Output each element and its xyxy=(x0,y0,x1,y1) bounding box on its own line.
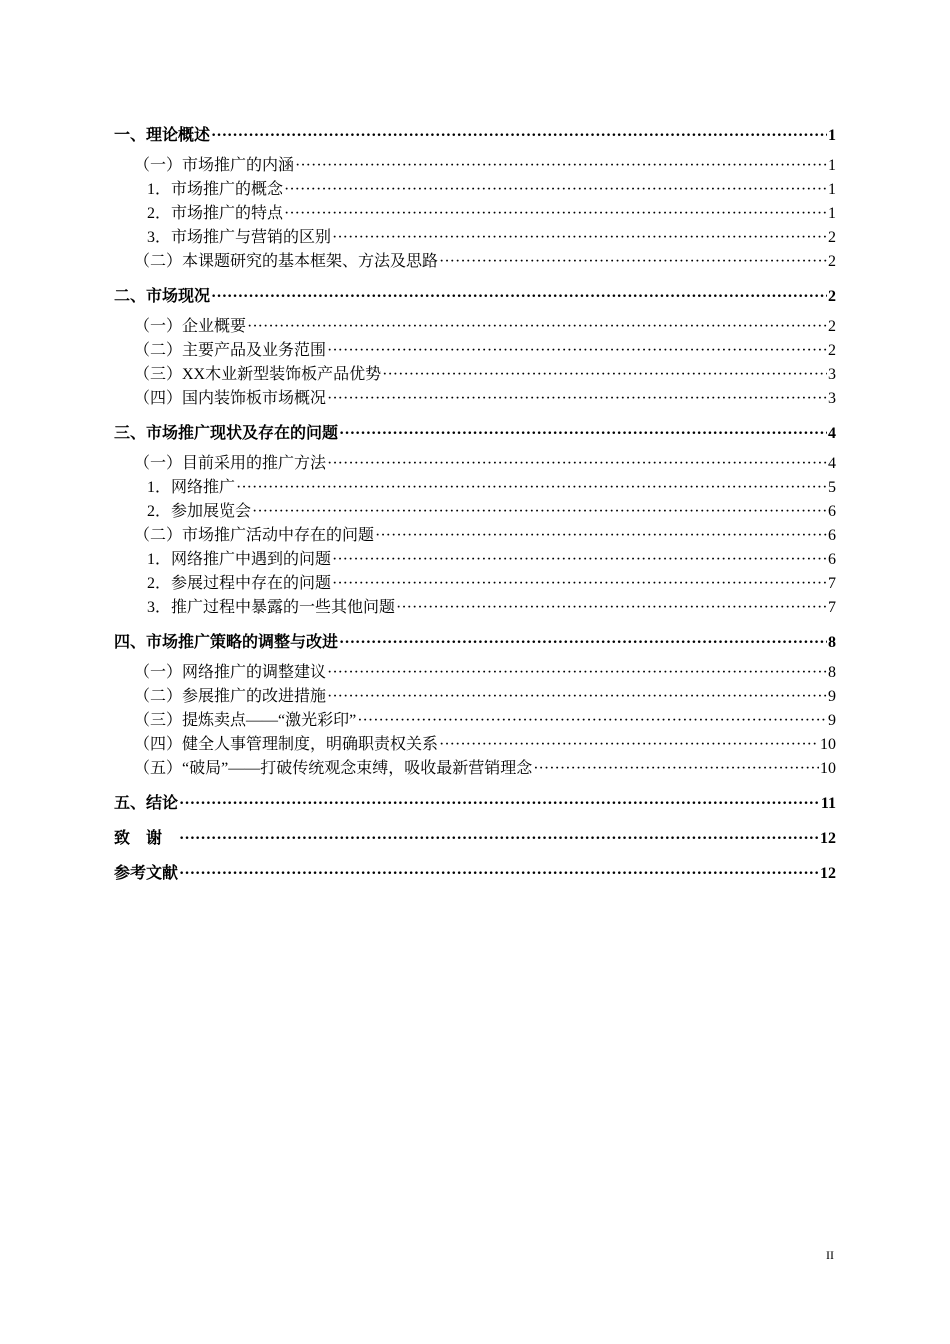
toc-entry-label: 2．参展过程中存在的问题 xyxy=(147,575,332,592)
toc-entry[interactable] xyxy=(114,315,836,339)
toc-entry-page: 4 xyxy=(828,425,836,442)
toc-entry[interactable] xyxy=(114,452,836,476)
toc-entry[interactable] xyxy=(114,178,836,202)
toc-entry-label: 五、结论 xyxy=(114,795,179,812)
toc-leader-dots xyxy=(247,315,827,339)
toc-entry-label: （三）XX木业新型装饰板产品优势 xyxy=(134,366,382,383)
toc-entry-label: 3．推广过程中暴露的一些其他问题 xyxy=(147,599,396,616)
toc-entry[interactable] xyxy=(114,548,836,572)
toc-leader-dots xyxy=(332,572,827,596)
toc-entry-label: （二）市场推广活动中存在的问题 xyxy=(134,527,375,544)
toc-leader-dots xyxy=(284,202,827,226)
toc-entry[interactable] xyxy=(114,387,836,411)
toc-entry-page: 10 xyxy=(820,736,836,753)
table-of-contents xyxy=(114,124,836,886)
toc-entry[interactable] xyxy=(114,285,836,309)
toc-leader-dots xyxy=(327,452,827,476)
toc-entry[interactable] xyxy=(114,862,836,886)
toc-entry[interactable] xyxy=(114,124,836,148)
toc-entry[interactable] xyxy=(114,476,836,500)
page-number: II xyxy=(826,1248,834,1262)
toc-entry-page: 1 xyxy=(828,181,836,198)
toc-leader-dots xyxy=(332,226,827,250)
toc-entry[interactable] xyxy=(114,709,836,733)
toc-entry-label: 参考文献 xyxy=(114,865,179,882)
toc-entry[interactable] xyxy=(114,572,836,596)
toc-leader-dots xyxy=(211,124,827,148)
toc-entry[interactable] xyxy=(114,202,836,226)
toc-entry-page: 9 xyxy=(828,712,836,729)
toc-entry[interactable] xyxy=(114,363,836,387)
toc-entry-page: 1 xyxy=(828,127,836,144)
toc-entry-page: 7 xyxy=(828,599,836,616)
toc-entry[interactable] xyxy=(114,524,836,548)
toc-entry-label: 1．网络推广 xyxy=(147,479,236,496)
toc-leader-dots xyxy=(179,827,819,851)
toc-entry-label: 1．网络推广中遇到的问题 xyxy=(147,551,332,568)
toc-entry-label: 三、市场推广现状及存在的问题 xyxy=(114,425,339,442)
toc-leader-dots xyxy=(179,792,820,816)
toc-entry-page: 3 xyxy=(828,366,836,383)
toc-entry-page: 1 xyxy=(828,157,836,174)
toc-leader-dots xyxy=(236,476,827,500)
toc-entry[interactable] xyxy=(114,250,836,274)
toc-entry-label: （一）目前采用的推广方法 xyxy=(134,455,327,472)
toc-entry-label: 四、市场推广策略的调整与改进 xyxy=(114,634,339,651)
toc-entry-page: 2 xyxy=(828,253,836,270)
toc-entry[interactable] xyxy=(114,792,836,816)
toc-entry-page: 6 xyxy=(828,503,836,520)
toc-leader-dots xyxy=(252,500,827,524)
toc-leader-dots xyxy=(211,285,827,309)
toc-entry-label: （二）参展推广的改进措施 xyxy=(134,688,327,705)
toc-entry-page: 6 xyxy=(828,527,836,544)
toc-entry[interactable] xyxy=(114,422,836,446)
toc-entry-label: （二）本课题研究的基本框架、方法及思路 xyxy=(134,253,439,270)
toc-entry-label: 致谢 xyxy=(114,830,179,847)
toc-entry-page: 1 xyxy=(828,205,836,222)
toc-entry-label: （五）“破局”——打破传统观念束缚，吸收最新营销理念 xyxy=(134,760,533,777)
toc-leader-dots xyxy=(339,631,827,655)
toc-entry-label: （三）提炼卖点——“激光彩印” xyxy=(134,712,357,729)
toc-leader-dots xyxy=(439,250,827,274)
toc-entry-label: 一、理论概述 xyxy=(114,127,211,144)
toc-entry-page: 7 xyxy=(828,575,836,592)
toc-entry-page: 8 xyxy=(828,634,836,651)
toc-leader-dots xyxy=(357,709,827,733)
toc-entry-page: 6 xyxy=(828,551,836,568)
toc-leader-dots xyxy=(339,422,827,446)
toc-entry-page: 9 xyxy=(828,688,836,705)
toc-entry[interactable] xyxy=(114,661,836,685)
toc-entry[interactable] xyxy=(114,685,836,709)
toc-entry[interactable] xyxy=(114,226,836,250)
toc-entry[interactable] xyxy=(114,339,836,363)
toc-entry-page: 3 xyxy=(828,390,836,407)
toc-entry[interactable] xyxy=(114,827,836,851)
toc-entry[interactable] xyxy=(114,733,836,757)
toc-entry-page: 2 xyxy=(828,229,836,246)
toc-entry-label: （一）企业概要 xyxy=(134,318,247,335)
toc-entry-label: 2．参加展览会 xyxy=(147,503,252,520)
toc-leader-dots xyxy=(396,596,827,620)
toc-leader-dots xyxy=(295,154,827,178)
toc-entry-page: 2 xyxy=(828,318,836,335)
toc-leader-dots xyxy=(327,685,827,709)
toc-entry-page: 8 xyxy=(828,664,836,681)
toc-entry-label: 2．市场推广的特点 xyxy=(147,205,284,222)
toc-leader-dots xyxy=(179,862,819,886)
toc-entry-page: 2 xyxy=(828,342,836,359)
toc-entry-label: 1．市场推广的概念 xyxy=(147,181,284,198)
toc-entry[interactable] xyxy=(114,631,836,655)
toc-entry-label: 二、市场现况 xyxy=(114,288,211,305)
toc-entry-label: （一）市场推广的内涵 xyxy=(134,157,295,174)
toc-entry-label: （四）国内装饰板市场概况 xyxy=(134,390,327,407)
toc-entry[interactable] xyxy=(114,154,836,178)
toc-entry-page: 2 xyxy=(828,288,836,305)
toc-entry[interactable] xyxy=(114,757,836,781)
toc-entry-label: （一）网络推广的调整建议 xyxy=(134,664,327,681)
toc-leader-dots xyxy=(533,757,819,781)
toc-entry[interactable] xyxy=(114,500,836,524)
toc-leader-dots xyxy=(327,661,827,685)
toc-entry-page: 12 xyxy=(820,830,836,847)
toc-entry-page: 10 xyxy=(820,760,836,777)
toc-entry-label: 3．市场推广与营销的区别 xyxy=(147,229,332,246)
toc-entry[interactable] xyxy=(114,596,836,620)
toc-leader-dots xyxy=(284,178,827,202)
toc-entry-label: （二）主要产品及业务范围 xyxy=(134,342,327,359)
toc-leader-dots xyxy=(375,524,827,548)
toc-entry-page: 11 xyxy=(820,795,836,812)
toc-leader-dots xyxy=(327,387,827,411)
toc-leader-dots xyxy=(382,363,827,387)
toc-leader-dots xyxy=(327,339,827,363)
toc-leader-dots xyxy=(332,548,827,572)
toc-entry-page: 5 xyxy=(828,479,836,496)
toc-entry-page: 4 xyxy=(828,455,836,472)
toc-entry-page: 12 xyxy=(820,865,836,882)
toc-entry-label: （四）健全人事管理制度，明确职责权关系 xyxy=(134,736,439,753)
toc-leader-dots xyxy=(439,733,819,757)
